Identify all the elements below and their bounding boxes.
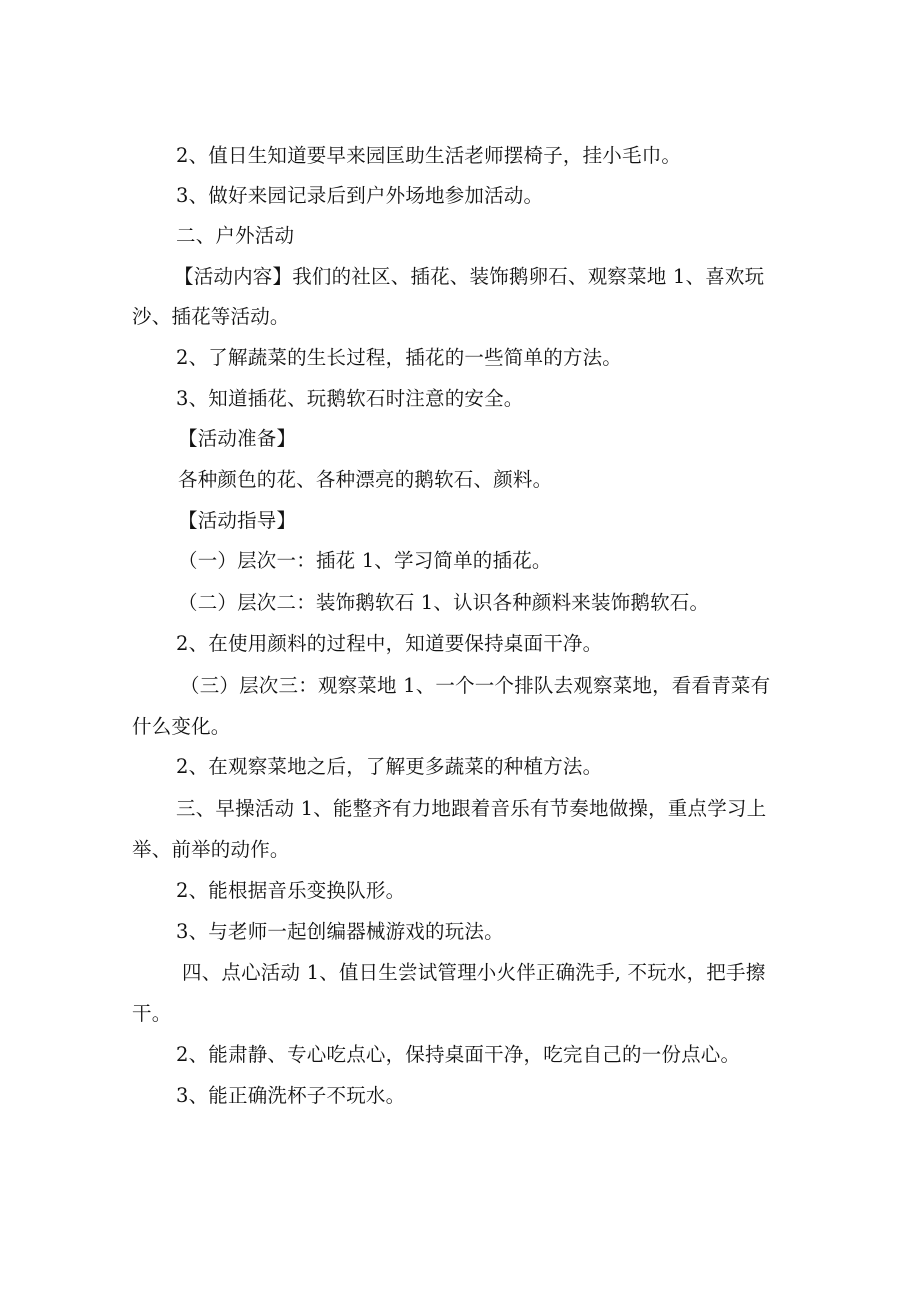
text-line: 举、前举的动作。 <box>132 838 290 861</box>
section-heading: 二、户外活动 <box>176 224 295 247</box>
text-line: （二）层次二：装饰鹅软石 1、认识各种颜料来装饰鹅软石。 <box>178 591 710 614</box>
text-line: 各种颜色的花、各种漂亮的鹅软石、颜料。 <box>178 468 553 491</box>
subsection-heading: 【活动指导】 <box>178 509 297 532</box>
text-line: （三）层次三：观察菜地 1、一个一个排队去观察菜地，看看青菜有 <box>180 674 771 697</box>
text-line: 2、能肃静、专心吃点心，保持桌面干净，吃完自己的一份点心。 <box>176 1043 741 1066</box>
text-line: 三、早操活动 1、能整齐有力地跟着音乐有节奏地做操，重点学习上 <box>176 797 767 820</box>
text-line: 沙、插花等活动。 <box>132 305 290 328</box>
text-line: 【活动内容】我们的社区、插花、装饰鹅卵石、观察菜地 1、喜欢玩 <box>174 265 765 288</box>
text-line: 2、能根据音乐变换队形。 <box>176 879 406 902</box>
text-line: 3、知道插花、玩鹅软石时注意的安全。 <box>176 387 524 410</box>
text-line: 2、在使用颜料的过程中，知道要保持桌面干净。 <box>176 632 603 655</box>
text-line: 2、在观察菜地之后，了解更多蔬菜的种植方法。 <box>176 755 603 778</box>
text-line: 2、值日生知道要早来园匡助生活老师摆椅子，挂小毛巾。 <box>176 144 682 167</box>
text-line: 四、点心活动 1、值日生尝试管理小火伴正确洗手, 不玩水，把手擦 <box>182 961 766 984</box>
subsection-heading: 【活动准备】 <box>178 427 297 450</box>
text-line: 什么变化。 <box>132 715 231 738</box>
text-line: 3、做好来园记录后到户外场地参加活动。 <box>176 184 544 207</box>
text-line: 3、能正确洗杯子不玩水。 <box>176 1084 406 1107</box>
text-line: （一）层次一：插花 1、学习简单的插花。 <box>178 549 552 572</box>
text-line: 干。 <box>132 1002 172 1025</box>
text-line: 3、与老师一起创编器械游戏的玩法。 <box>176 920 504 943</box>
text-line: 2、了解蔬菜的生长过程，插花的一些简单的方法。 <box>176 346 623 369</box>
